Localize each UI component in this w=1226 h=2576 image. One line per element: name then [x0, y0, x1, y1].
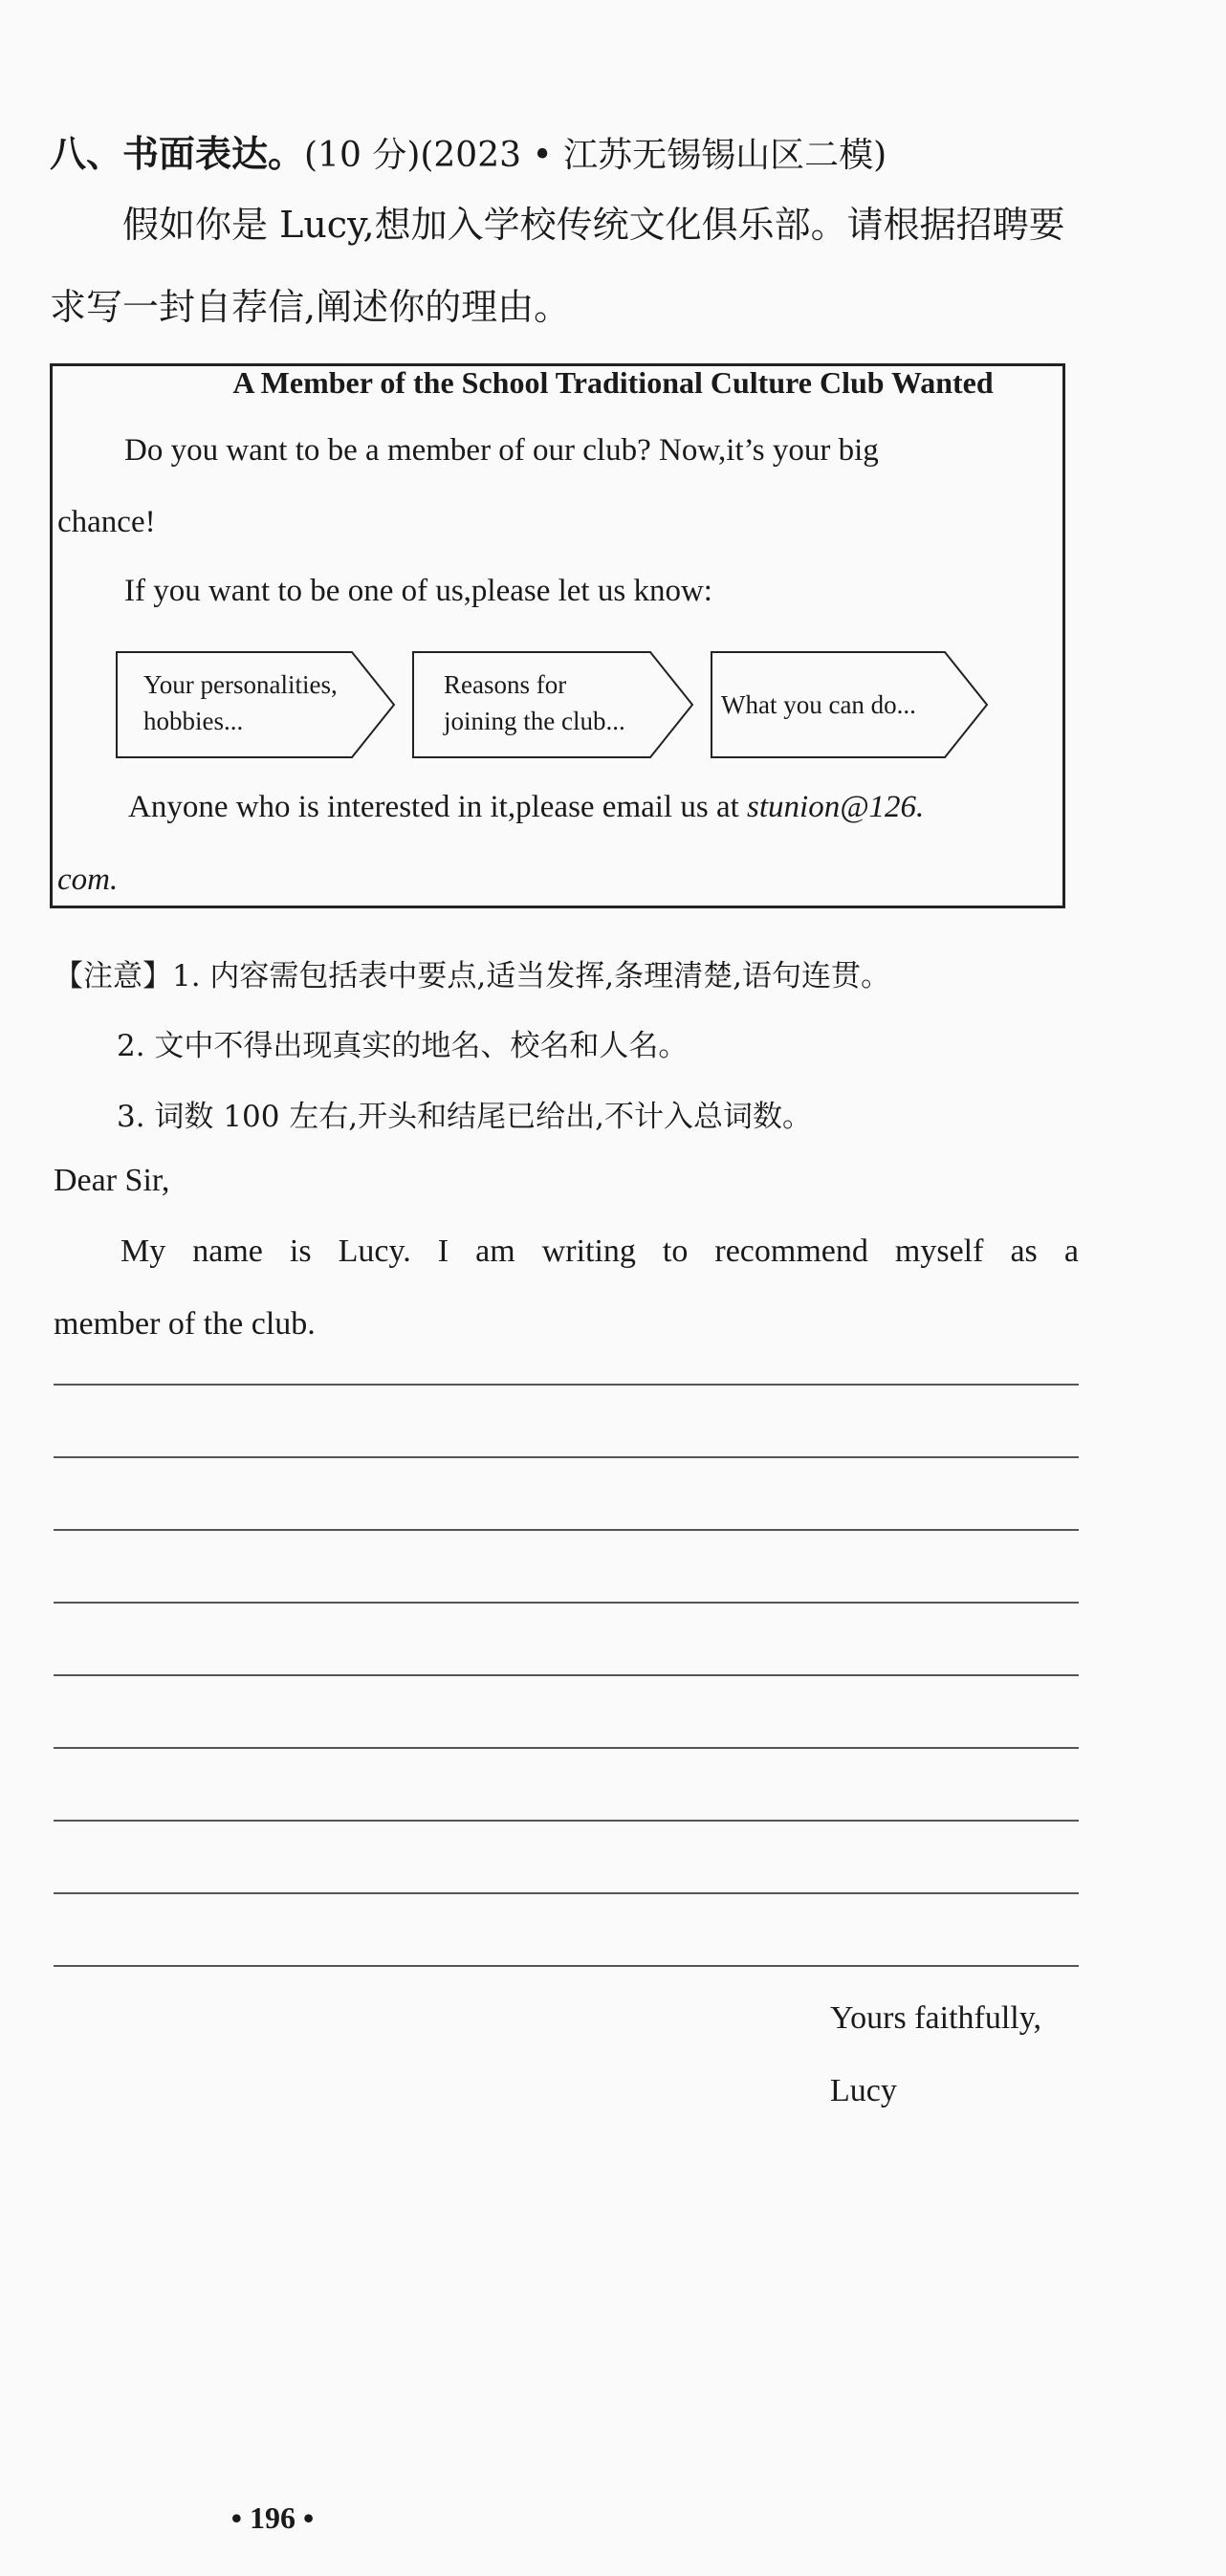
writing-line[interactable] — [54, 1965, 1079, 1967]
notice-para-3-end — [57, 862, 118, 898]
writing-line[interactable] — [54, 1892, 1079, 1894]
arrow-box-2-label — [444, 666, 625, 739]
notice-email: stunion@126. — [747, 790, 925, 824]
arrow-box-3-line-1: What you can do... — [721, 690, 916, 719]
notice-email-end: com. — [57, 862, 119, 897]
note-3: 3. 词数 100 左右,开头和结尾已给出,不计入总词数。 — [117, 1100, 813, 1134]
notice-para-2: If you want to be one of us,please let us know: — [124, 574, 712, 608]
note-2: 2. 文中不得出现真实的地名、校名和人名。 — [117, 1029, 689, 1063]
opening-word: My — [120, 1233, 166, 1269]
writing-line[interactable] — [54, 1529, 1079, 1531]
note-1: 【注意】1. 内容需包括表中要点,适当发挥,条理清楚,语句连贯。 — [54, 959, 890, 993]
opening-word: recommend — [714, 1233, 868, 1269]
notice-para-1-text: Do you want to be a member of our club? Now,it’s your big — [124, 433, 879, 468]
arrow-box-2-line-2: joining the club... — [444, 707, 625, 735]
notice-para-1-line-1 — [124, 433, 1054, 469]
writing-line[interactable] — [54, 1820, 1079, 1822]
letter-opening-line-1 — [120, 1233, 1079, 1270]
writing-line[interactable] — [54, 1747, 1079, 1749]
opening-word: Lucy. — [338, 1233, 411, 1269]
opening-word: I — [437, 1233, 449, 1269]
page-number: • 196 • — [230, 2500, 315, 2535]
section-heading-source: (10 分)(2023 • 江苏无锡锡山区二模) — [304, 136, 887, 175]
writing-line[interactable] — [54, 1674, 1079, 1676]
section-heading-title: 八、书面表达。 — [50, 133, 305, 175]
arrow-box-3-label — [721, 687, 916, 723]
writing-line[interactable] — [54, 1602, 1079, 1604]
notice-para-3 — [128, 790, 924, 825]
letter-opening-line-2: member of the club. — [54, 1306, 316, 1342]
opening-word: is — [289, 1233, 312, 1269]
notice-title: A Member of the School Traditional Culture Club Wanted — [232, 365, 994, 400]
writing-line[interactable] — [54, 1456, 1079, 1458]
letter-salutation: Dear Sir, — [54, 1163, 170, 1198]
arrow-box-1-line-1: Your personalities, — [143, 670, 338, 699]
notice-para-3-text: Anyone who is interested in it,please email us at — [128, 790, 748, 824]
notice-para-1-line-2: chance! — [57, 505, 156, 539]
letter-closing: Yours faithfully, — [830, 2000, 1042, 2036]
arrow-box-2-line-1: Reasons for — [444, 670, 567, 699]
opening-word: writing — [541, 1233, 636, 1269]
opening-word: name — [192, 1233, 263, 1269]
arrow-box-1-label — [143, 666, 338, 739]
opening-word: myself — [894, 1233, 984, 1269]
writing-line[interactable] — [54, 1384, 1079, 1386]
arrow-box-1-line-2: hobbies... — [143, 707, 244, 735]
opening-word: am — [475, 1233, 515, 1269]
letter-signature: Lucy — [830, 2073, 897, 2108]
section-heading — [50, 124, 887, 177]
opening-word: to — [662, 1233, 689, 1269]
opening-word: a — [1063, 1233, 1079, 1269]
opening-word: as — [1010, 1233, 1038, 1269]
task-prompt: 假如你是 Lucy,想加入学校传统文化俱乐部。请根据招聘要求写一封自荐信,阐述你的理由。 — [50, 204, 1065, 328]
